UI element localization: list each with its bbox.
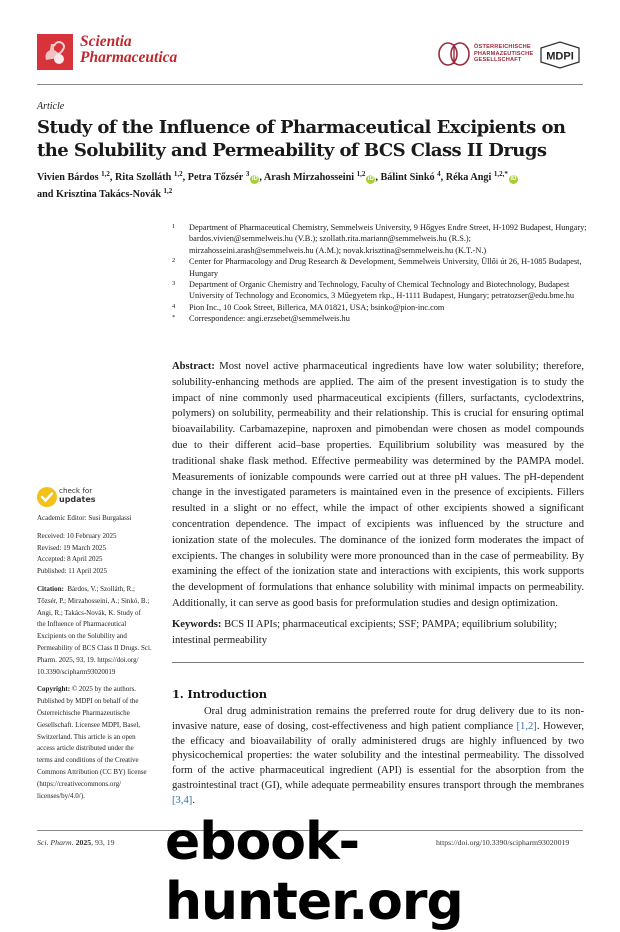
citation-label: Citation:: [37, 584, 64, 593]
affiliation-item: 1 Department of Pharmaceutical Chemistry, Semmelweis University, 9 Hőgyes Endre Street, H-1092 Budapest, Hungary; bardos.vivien@semmelweis.hu (V.B.); szollath.rita.mariann@semmelweis.hu (R.S.); mirzahosseini.arash@semmelweis.hu (A.M.); novak.krisztina@semmelweis.hu (K.T.-N.): [172, 223, 587, 255]
check-for-updates-icon[interactable]: [37, 487, 57, 507]
keywords: [172, 617, 584, 649]
keywords-label: Keywords:: [172, 619, 222, 630]
journal-name-line1: Scientia: [80, 33, 132, 50]
journal-name-line2: Pharmaceutica: [80, 49, 178, 66]
author[interactable]: Vivien Bárdos $^{1,2}$: [37, 170, 110, 183]
citation-doi-link[interactable]: Pharm. 2025, 93, 19. https://doi.org/: [37, 655, 139, 664]
author[interactable]: Krisztina Takács-Novák $^{1,2}$: [55, 187, 173, 200]
copyright-label: Copyright:: [37, 685, 71, 694]
check-updates-line2: updates: [59, 494, 96, 504]
watermark: ebook-hunter.org: [165, 812, 463, 932]
author[interactable]: Réka Angi $^{1,2,*}$iD: [445, 170, 517, 183]
license-link[interactable]: (https://creativecommons.org/: [37, 779, 122, 788]
footer-doi-link[interactable]: https://doi.org/10.3390/scipharm93020019: [436, 838, 570, 847]
citation-link[interactable]: [1,2]: [516, 720, 537, 732]
journal-logo-icon: [37, 34, 73, 70]
license-link[interactable]: licenses/by/4.0/).: [37, 791, 85, 800]
abstract: [172, 359, 584, 612]
section-heading-introduction: 1. Introduction: [172, 687, 267, 701]
article-title: Study of the Influence of Pharmaceutical Excipients on the Solubility and Permeability of BCS Class II Drugs: [37, 117, 566, 161]
citation-doi-link[interactable]: 10.3390/scipharm93020019: [37, 667, 116, 676]
citation-link[interactable]: [3,4]: [172, 794, 193, 806]
journal-name: [80, 34, 177, 66]
abstract-text: Most novel active pharmaceutical ingredients have low water solubility; therefore, solubility-enhancing methods are applied. The aim of the present investigation is to study the impact of nine commonly used pharmaceutical excipients (fillers, surfactants, cyclodextrins, polymers) on solubility, permeability and their relationship. This is crucial for ensuring optimal bioavailability. Carbamazepine, naproxen and pimobendan were chosen as model compounds due to their different acid–base properties. Equilibrium solubility was measured by the traditional shake flask method. Effective permeability was determined by the PAMPA model. Measurements of ionizable compounds were carried out at three pH values. The pH-dependent change in the investigated parameters is maintained even in the presence of excipients. Fillers resulted in a slight or no effect, while the impact of other excipients showed a significant concentration dependence. The impact of excipients was influenced by the structure and ionization state of the molecules. The dominance of the ionized form moderates the impact of excipients. The changes in solubility were more pronounced than in the case of permeability. By examining the effect of the ionization state and interactions with excipients, this work supports the development of formulations that enhance solubility with minimal impacts on permeability. Additionally, it can serve as good basis for preformulation studies and design optimization.: [172, 361, 584, 609]
society-name-line2: PHARMAZEUTISCHE: [474, 50, 534, 57]
abstract-label: Abstract:: [172, 361, 215, 372]
affiliation-item: 4 Pion Inc., 10 Cook Street, Billerica, MA 01821, USA; bsinko@pion-inc.com: [172, 302, 445, 312]
orcid-icon[interactable]: iD: [510, 176, 517, 182]
orcid-icon[interactable]: iD: [367, 176, 374, 182]
date-published: Published: 11 April 2025: [37, 567, 107, 576]
date-received: Received: 10 February 2025: [37, 531, 117, 540]
date-revised: Revised: 19 March 2025: [37, 543, 107, 552]
author[interactable]: Arash Mirzahosseini $^{1,2}$iD: [263, 170, 374, 183]
copyright: Copyright: © 2025 by the authors. Published by MDPI on behalf of the Österreichische Pharmazeutische Gesellschaft. Licensee MDPI, Basel, Switzerland. This article is an open access article distributed under the terms and conditions of the Creative Commons Attribution (CC BY) license (https://creativecommons.org/ licenses/by/4.0/).: [37, 684, 163, 802]
abstract-divider: [172, 662, 584, 663]
check-updates-line1: check for: [59, 486, 93, 495]
date-accepted: Accepted: 8 April 2025: [37, 555, 103, 564]
svg-text:MDPI: MDPI: [546, 50, 574, 63]
society-monogram-icon: [436, 41, 472, 67]
author-conjunction: and: [37, 189, 54, 200]
author[interactable]: Rita Szolláth $^{1,2}$: [115, 170, 183, 183]
academic-editor: Academic Editor: Susi Burgalassi: [37, 514, 132, 522]
introduction-paragraph: Oral drug administration remains the preferred route for drug delivery due to its non-invasive nature, ease of dosing, cost-effectiveness and high patient compliance [1,2]. However, the efficacy and bioavailability of orally administered drugs are highly influenced by two physicochemical properties: the water solubility and the intestinal permeability. The dissolved form of the active pharmaceutical ingredient (API) is essential for the absorption from the gastrointestinal tract (GI), while adequate permeability ensures transport through the membranes [3,4].: [172, 706, 584, 806]
affiliations: [172, 222, 592, 325]
header-divider: [37, 84, 583, 85]
footer-citation: Sci. Pharm. 2025, 93, 19: [37, 838, 115, 847]
society-name-line1: ÖSTERREICHISCHE: [474, 44, 531, 50]
article-sidebar: [37, 513, 163, 808]
author-list: Vivien Bárdos $^{1,2}$, Rita Szolláth $^{1,2}$, Petra Tőzsér $^3$iD , Arash Mirzahosseini $^{1,2}$iD , Bálint Sinkó $^4$, Réka Angi $^{1,2,*}$iD and Krisztina Takács-Novák $^{1,2}$: [37, 170, 517, 200]
mdpi-logo-icon: [537, 40, 583, 70]
check-for-updates-button[interactable]: [59, 487, 96, 504]
affiliation-item: 3 Department of Organic Chemistry and Technology, Faculty of Chemical Technology and Biotechnology, Budapest University of Technology and Economics, 3 Műegyetem rkp., H-1111 Budapest, Hungary; petratozser@edu.bme.hu: [172, 280, 575, 301]
publication-dates: [37, 531, 163, 578]
orcid-icon[interactable]: iD: [251, 176, 258, 182]
society-name-line3: GESELLSCHAFT: [474, 57, 522, 64]
author[interactable]: Petra Tőzsér $^3$iD: [187, 170, 258, 183]
keywords-text: BCS II APIs; pharmaceutical excipients; SSF; PAMPA; equilibrium solubility; intestinal permeability: [172, 619, 558, 646]
citation: Citation: Bárdos, V.; Szolláth, R.; Tőzsér, P.; Mirzahosseini, A.; Sinkó, B.; Angi, R.; Takács-Novák, K. Study of the Influence of Pharmaceutical Excipients on the Solubility and Permeability of BCS Class II Drugs. Sci. Pharm. 2025, 93, 19. https://doi.org/ 10.3390/scipharm93020019: [37, 584, 163, 678]
article-type: Article: [37, 101, 65, 112]
affiliation-item: 2 Center for Pharmacology and Drug Research & Development, Semmelweis University, Üllői út 26, H-1085 Budapest, Hungary: [172, 257, 582, 278]
correspondence: * Correspondence: angi.erzsebet@semmelweis.hu: [172, 314, 350, 324]
author[interactable]: Bálint Sinkó $^4$: [380, 170, 441, 183]
society-name: [474, 44, 533, 64]
